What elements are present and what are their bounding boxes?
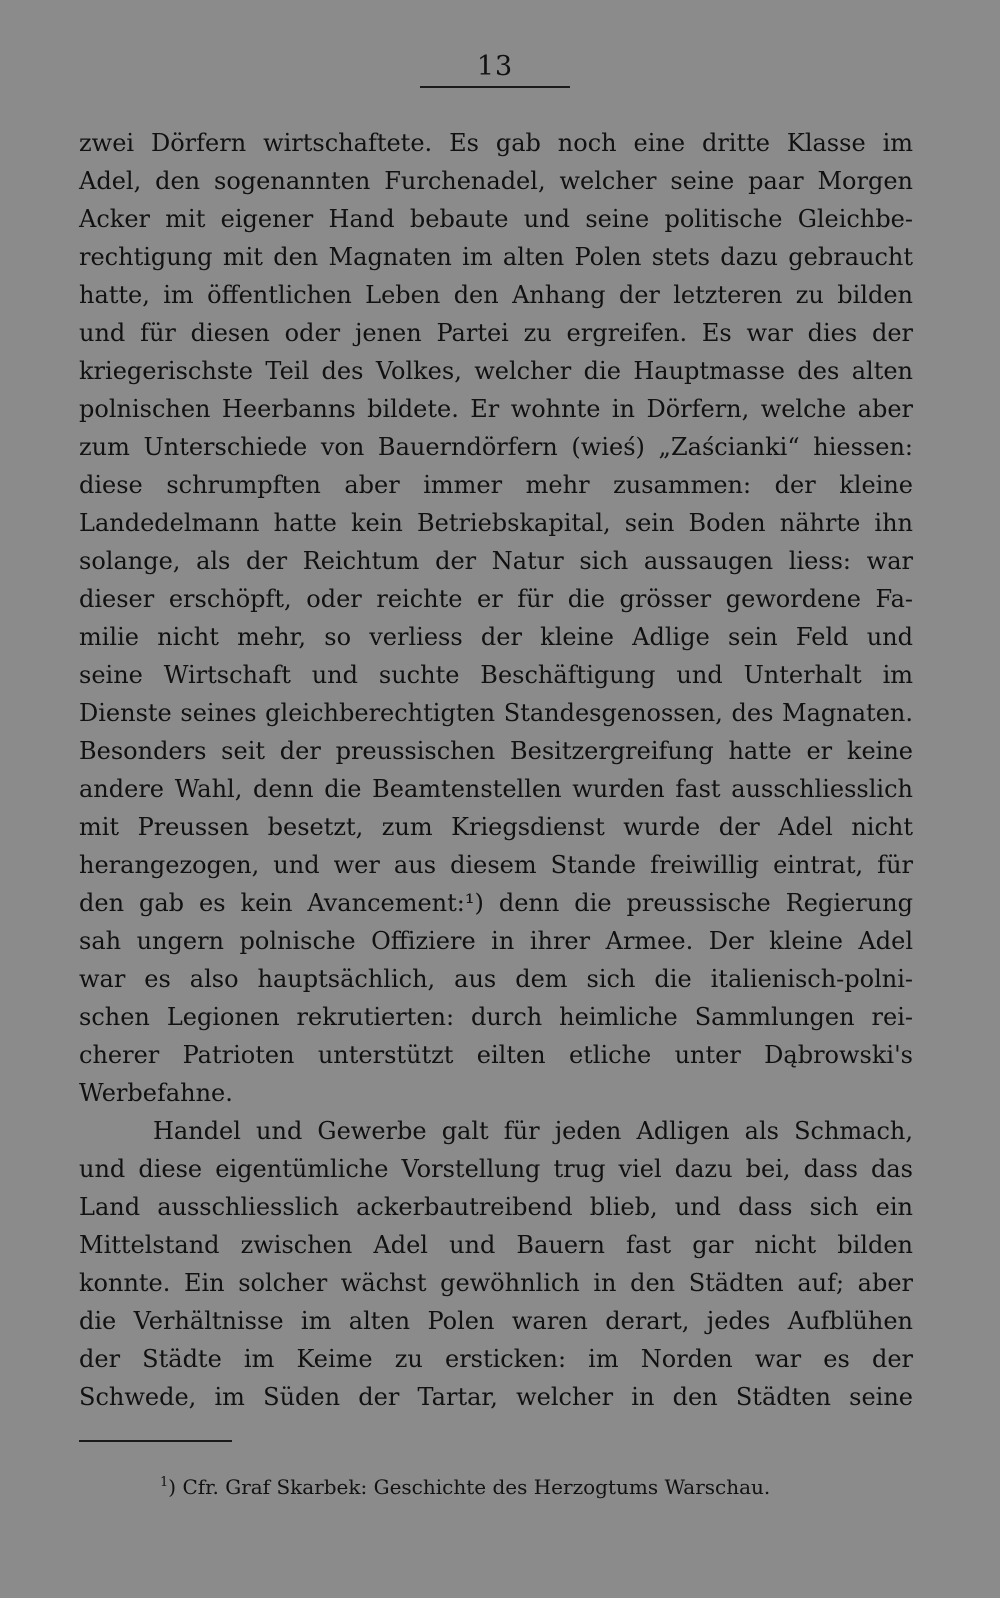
text-line: Handel und Gewerbe galt für jeden Adligen als Schmach, bbox=[153, 1117, 913, 1145]
text-line: hatte, im öffentlichen Leben den Anhang der letzteren zu bilden bbox=[79, 281, 913, 309]
text-line: milie nicht mehr, so verliess der kleine Adlige sein Feld und bbox=[79, 623, 913, 651]
text-line: und für diesen oder jenen Partei zu ergreifen. Es war dies der bbox=[79, 319, 913, 347]
page-number: 13 bbox=[476, 51, 514, 82]
text-line: diese schrumpften aber immer mehr zusammen: der kleine bbox=[79, 471, 913, 499]
text-line: und diese eigentümliche Vorstellung trug viel dazu bei, dass das bbox=[79, 1155, 913, 1183]
text-line: Besonders seit der preussischen Besitzergreifung hatte er keine bbox=[79, 737, 913, 765]
text-line: konnte. Ein solcher wächst gewöhnlich in den Städten auf; aber bbox=[79, 1269, 913, 1297]
text-line: Adel, den sogenannten Furchenadel, welcher seine paar Morgen bbox=[79, 167, 913, 195]
footnote-rule bbox=[79, 1440, 232, 1442]
text-line: solange, als der Reichtum der Natur sich aussaugen liess: war bbox=[79, 547, 913, 575]
text-line: Dienste seines gleichberechtigten Standesgenossen, des Magnaten. bbox=[79, 699, 913, 727]
text-line: dieser erschöpft, oder reichte er für die grösser gewordene Fa- bbox=[79, 585, 913, 613]
text-line: war es also hauptsächlich, aus dem sich die italienisch-polni- bbox=[79, 965, 913, 993]
text-line: schen Legionen rekrutierten: durch heimliche Sammlungen rei- bbox=[79, 1003, 913, 1031]
page-number-rule bbox=[420, 86, 570, 88]
text-line: Werbefahne. bbox=[79, 1079, 233, 1107]
text-line: cherer Patrioten unterstützt eilten etliche unter Dąbrowski's bbox=[79, 1041, 913, 1069]
footnote-text: ) Cfr. Graf Skarbek: Geschichte des Herzogtums Warschau. bbox=[168, 1475, 771, 1499]
text-line: Landedelmann hatte kein Betriebskapital, sein Boden nährte ihn bbox=[79, 509, 913, 537]
text-line: zum Unterschiede von Bauerndörfern (wieś) „Zaścianki“ hiessen: bbox=[79, 433, 913, 461]
text-line: kriegerischste Teil des Volkes, welcher die Hauptmasse des alten bbox=[79, 357, 913, 385]
text-line: sah ungern polnische Offiziere in ihrer Armee. Der kleine Adel bbox=[79, 927, 913, 955]
footnote bbox=[160, 1468, 770, 1502]
text-line: den gab es kein Avancement:¹) denn die preussische Regierung bbox=[79, 889, 913, 917]
text-line: andere Wahl, denn die Beamtenstellen wurden fast ausschliesslich bbox=[79, 775, 913, 803]
text-line: mit Preussen besetzt, zum Kriegsdienst wurde der Adel nicht bbox=[79, 813, 913, 841]
text-line: Land ausschliesslich ackerbautreibend blieb, und dass sich ein bbox=[79, 1193, 913, 1221]
text-line: herangezogen, und wer aus diesem Stande freiwillig eintrat, für bbox=[79, 851, 913, 879]
text-line: zwei Dörfern wirtschaftete. Es gab noch eine dritte Klasse im bbox=[79, 129, 913, 157]
text-line: Mittelstand zwischen Adel und Bauern fast gar nicht bilden bbox=[79, 1231, 913, 1259]
text-line: der Städte im Keime zu ersticken: im Norden war es der bbox=[79, 1345, 913, 1373]
footnote-marker: 1 bbox=[160, 1475, 169, 1490]
text-line: rechtigung mit den Magnaten im alten Polen stets dazu gebraucht bbox=[79, 243, 913, 271]
text-line: die Verhältnisse im alten Polen waren derart, jedes Aufblühen bbox=[79, 1307, 913, 1335]
text-line: polnischen Heerbanns bildete. Er wohnte in Dörfern, welche aber bbox=[79, 395, 913, 423]
text-line: Schwede, im Süden der Tartar, welcher in den Städten seine bbox=[79, 1383, 913, 1411]
text-line: seine Wirtschaft und suchte Beschäftigung und Unterhalt im bbox=[79, 661, 913, 689]
text-line: Acker mit eigener Hand bebaute und seine politische Gleichbe- bbox=[79, 205, 913, 233]
